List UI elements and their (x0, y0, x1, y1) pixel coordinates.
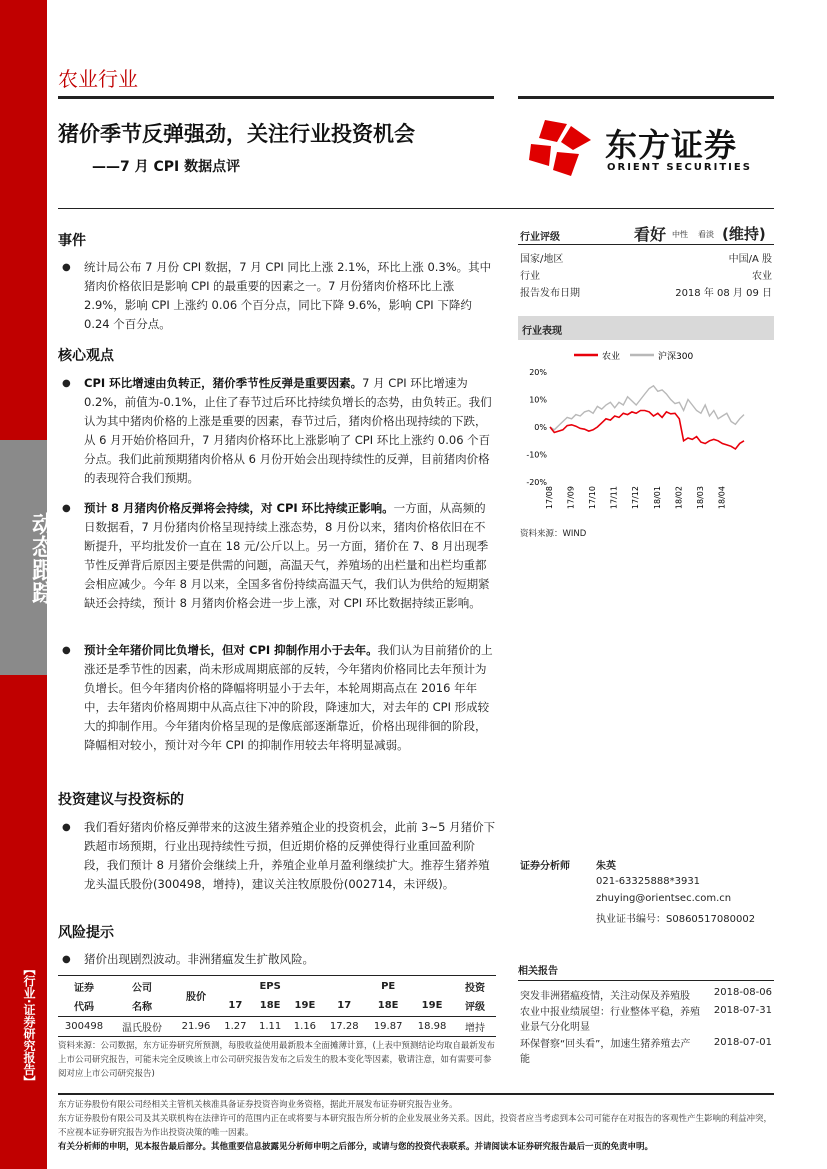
list-item[interactable] (518, 985, 774, 1003)
footer-line-2: 东方证券股份有限公司及其关联机构在法律许可的范围内正在或将要与本研究报告所分析的企业发展业务关系。因此，投资者应当考虑到本公司可能存在对报告的客观性产生影响的利益冲突，不应视本证券研究报告为作出投资决策的唯一因素。 (58, 1114, 773, 1138)
core-point-3-body: 我们认为目前猪价的上涨还是季节性的因素，尚未形成周期底部的反转，今年猪肉价格同比去年预计为负增长。但今年猪肉价格的降幅将明显小于去年，本轮周期高点在 2016 年年中，去年猪肉价格周期中从高点往下冲的阶段，降速加大，对去年的 CPI 形成较大的抑制作用。今年猪肉价格呈现的是像底部逐渐靠近，价格出现徘徊的阶段，降幅相对较小，预计对今年 CPI 的抑制作用较去年将明显减弱。 (84, 643, 493, 752)
y-tick-label: -20% (526, 478, 547, 487)
perf-title: 行业表现 (522, 326, 562, 337)
footer-disclaimer (58, 1098, 776, 1154)
rating-row (518, 282, 774, 299)
heading-invest: 投资建议与投资标的 (58, 792, 184, 808)
logo-text-en: ORIENT SECURITIES (607, 162, 752, 173)
heading-risk: 风险提示 (58, 925, 114, 941)
table-row (58, 1016, 496, 1036)
y-tick-label: 10% (529, 395, 547, 405)
page-title: 猪价季节反弹强劲，关注行业投资机会 (58, 122, 415, 146)
header-rule-left (58, 96, 494, 99)
x-tick-label: 17/10 (588, 486, 598, 510)
rating-row-value: 2018 年 08 月 09 日 (675, 288, 772, 299)
rating-row (518, 248, 774, 265)
th-year: 19E (294, 1000, 316, 1012)
related-item-title[interactable]: 农业中报业绩展望：行业整体平稳，养殖业景气分化明显 (520, 1007, 700, 1033)
table-note: 资料来源：公司数据，东方证券研究所预测，每股收益使用最新股本全面摊薄计算，(上表中预测结论均取自最新发布上市公司研究报告，可能未完全反映该上市公司研究报告发布之后发生的股本变化等因素，敬请注意，如有需要可参阅对应上市公司研究报告) (58, 1040, 495, 1079)
heading-core: 核心观点 (58, 348, 114, 364)
bullet-icon: ● (62, 262, 71, 273)
x-tick-label: 17/11 (609, 486, 619, 510)
cell-value: 17.28 (329, 1020, 359, 1032)
cell-rating: 增持 (465, 1022, 485, 1034)
analyst-email[interactable]: zhuying@orientsec.com.cn (596, 893, 732, 904)
list-item[interactable] (518, 1003, 774, 1035)
x-tick-label: 18/04 (717, 486, 727, 510)
page-subtitle: ——7 月 CPI 数据点评 (92, 159, 241, 175)
event-text: 统计局公布 7 月份 CPI 数据，7 月 CPI 同比上涨 2.1%，环比上涨 0.3%。其中猪肉价格依旧是影响 CPI 的最重要的因素之一。7 月份猪肉价格环比上涨 2.9%，影响 CPI 上涨约 0.06 个百分点，同比下降 9.6%，影响 CPI 下降约 0.24 个百分点。 (84, 260, 492, 331)
legend-label-agri: 农业 (602, 352, 621, 362)
cell-value: 1.27 (224, 1020, 247, 1032)
th-year: 19E (421, 1000, 443, 1012)
rating-opt-bearish: 看淡 (698, 230, 714, 239)
company-logo (527, 118, 777, 178)
core-point-2-body: 一方面，从高频的日数据看，7 月份猪肉价格呈现持续上涨态势，8 月份以来，猪肉价格依旧在不断提升，平均批发价一直在 18 元/公斤以上。另一方面，猪价在 7、8 月出现季节性反弹背后原因主要是供需的问题，高温天气，养殖场的出栏量和出栏均重都会相应减少。今年 8 月以来，全国多省份持续高温天气，我们认为供给的短期紧缺还会持续，预计 8 月猪肉价格会进一步上涨，对 CPI 环比数据持续正影响。 (84, 501, 490, 610)
th-year: 17 (228, 1000, 243, 1012)
rating-opt-neutral: 中性 (672, 230, 688, 239)
rating-status: (维持) (722, 225, 766, 243)
rating-value: 看好 (634, 225, 667, 244)
related-item-title[interactable]: 环保督察“回头看”，加速生猪养殖去产能 (520, 1039, 691, 1065)
core-point-2 (84, 499, 496, 613)
header-rule-bottom (58, 208, 774, 209)
legend-label-hs300: 沪深300 (658, 352, 694, 362)
th-eps: EPS (259, 980, 281, 992)
th-year: 18E (259, 1000, 281, 1012)
industry-label: 农业行业 (58, 67, 138, 91)
core-point-1 (84, 374, 496, 488)
th-name: 公司 (132, 982, 152, 994)
x-tick-label: 17/09 (566, 486, 576, 510)
header-rule-right (518, 96, 774, 99)
y-tick-label: -10% (526, 450, 547, 460)
perf-source: 资料来源：WIND (520, 529, 587, 539)
heading-event: 事件 (58, 233, 86, 249)
cell-price: 21.96 (181, 1020, 211, 1032)
logo-text-cn: 东方证券 (605, 126, 738, 164)
th-pe: PE (381, 980, 396, 992)
list-item[interactable] (518, 1035, 774, 1067)
th-year: 18E (377, 1000, 399, 1012)
th-name-2: 名称 (132, 1002, 152, 1014)
related-reports (518, 962, 774, 1067)
analyst-name: 朱英 (596, 861, 616, 872)
footer-rule (58, 1093, 774, 1095)
bullet-icon: ● (62, 954, 71, 965)
rating-row-value: 中国/A 股 (728, 254, 772, 265)
bullet-icon: ● (62, 503, 71, 514)
rating-label: 行业评级 (520, 232, 560, 243)
th-code: 证券 (74, 982, 94, 994)
related-item-date: 2018-08-06 (713, 987, 772, 998)
section-label: 动态跟踪 (28, 512, 54, 604)
cell-code: 300498 (64, 1020, 104, 1032)
rating-row (518, 265, 774, 282)
rating-box (518, 222, 774, 299)
th-rating: 投资 (465, 982, 485, 994)
rating-row-key: 报告发布日期 (520, 288, 580, 299)
related-item-title[interactable]: 突发非洲猪瘟疫情，关注动保及养殖股 (520, 991, 690, 1002)
x-tick-label: 18/03 (695, 486, 705, 510)
analyst-cert: 执业证书编号：S0860517080002 (596, 914, 756, 925)
rating-row-key: 行业 (520, 271, 540, 282)
cell-name: 温氏股份 (122, 1022, 162, 1034)
valuation-grid (58, 976, 496, 1037)
series-line-hs300 (550, 386, 744, 430)
bullet-icon: ● (62, 822, 71, 833)
footer-line-3: 有关分析师的申明，见本报告最后部分。其他重要信息披露见分析师申明之后部分，或请与您的投资代表联系。并请阅读本证券研究报告最后一页的免责申明。 (58, 1142, 654, 1152)
core-point-1-lead: CPI 环比增速由负转正，猪价季节性反弹是重要因素。 (84, 376, 363, 390)
analyst-box (518, 855, 774, 925)
rating-row-value: 农业 (752, 271, 772, 282)
related-item-date: 2018-07-31 (713, 1005, 772, 1016)
invest-text: 我们看好猪肉价格反弹带来的这波生猪养殖企业的投资机会，此前 3~5 月猪价下跌超市场预期，行业出现持续性亏损，但近期价格的反弹使得行业重回盈利阶段，我们预计 8 月猪价会继续上升，养殖企业单月盈利继续扩大。推荐生猪养殖龙头温氏股份(300498，增持)，建议关注牧原股份(002714，未评级)。 (84, 820, 496, 891)
core-point-3-lead: 预计全年猪价同比负增长，但对 CPI 抑制作用小于去年。 (84, 643, 378, 657)
x-tick-label: 18/02 (674, 486, 684, 510)
risk-text: 猪价出现剧烈波动。非洲猪瘟发生扩散风险。 (84, 952, 314, 966)
series-label: 【行业·证券研究报告】 (22, 962, 36, 1088)
core-point-2-lead: 预计 8 月猪肉价格反弹将会持续，对 CPI 环比持续正影响。 (84, 501, 394, 515)
th-year: 17 (337, 1000, 352, 1012)
core-point-1-body: 7 月 CPI 环比增速为 0.2%，前值为-0.1%，止住了春节过后环比持续负增长的态势，由负转正。我们认为其中猪肉价格的上涨是重要的因素，春节过后，猪肉价格出现持续的下跌，从 6 月开始价格回升，7 月猪肉价格环比上涨影响了 CPI 环比上涨约 0.06 个百分点。我们此前预期猪肉价格从 6 月份开始会出现持续性的反弹，目前猪肉价格的表现符合我们预期。 (84, 376, 492, 485)
bullet-icon: ● (62, 645, 71, 656)
valuation-table (58, 975, 496, 1081)
analyst-phone: 021-63325888*3931 (596, 876, 701, 887)
y-tick-label: 20% (529, 368, 547, 377)
cell-value: 18.98 (417, 1020, 447, 1032)
th-rating-2: 评级 (465, 1002, 485, 1014)
cell-value: 19.87 (373, 1020, 403, 1032)
footer-line-1: 东方证券股份有限公司经相关主管机关核准具备证券投资咨询业务资格，据此开展发布证券研究报告业务。 (58, 1100, 458, 1110)
core-point-3 (84, 641, 496, 755)
x-tick-label: 18/01 (652, 486, 662, 510)
y-tick-label: 0% (534, 423, 547, 432)
rating-row-key: 国家/地区 (520, 254, 564, 265)
related-title: 相关报告 (518, 962, 774, 981)
perf-title-bar (518, 316, 774, 340)
th-price: 股价 (186, 992, 206, 1004)
x-tick-label: 17/08 (545, 486, 554, 510)
logo-mark-icon (527, 118, 593, 180)
performance-chart (518, 346, 774, 516)
th-code-2: 代码 (74, 1002, 94, 1014)
cell-value: 1.11 (259, 1020, 282, 1032)
analyst-label: 证券分析师 (520, 861, 570, 872)
bullet-icon: ● (62, 378, 71, 389)
x-tick-label: 17/12 (631, 486, 641, 510)
cell-value: 1.16 (293, 1020, 317, 1032)
related-item-date: 2018-07-01 (713, 1037, 772, 1048)
